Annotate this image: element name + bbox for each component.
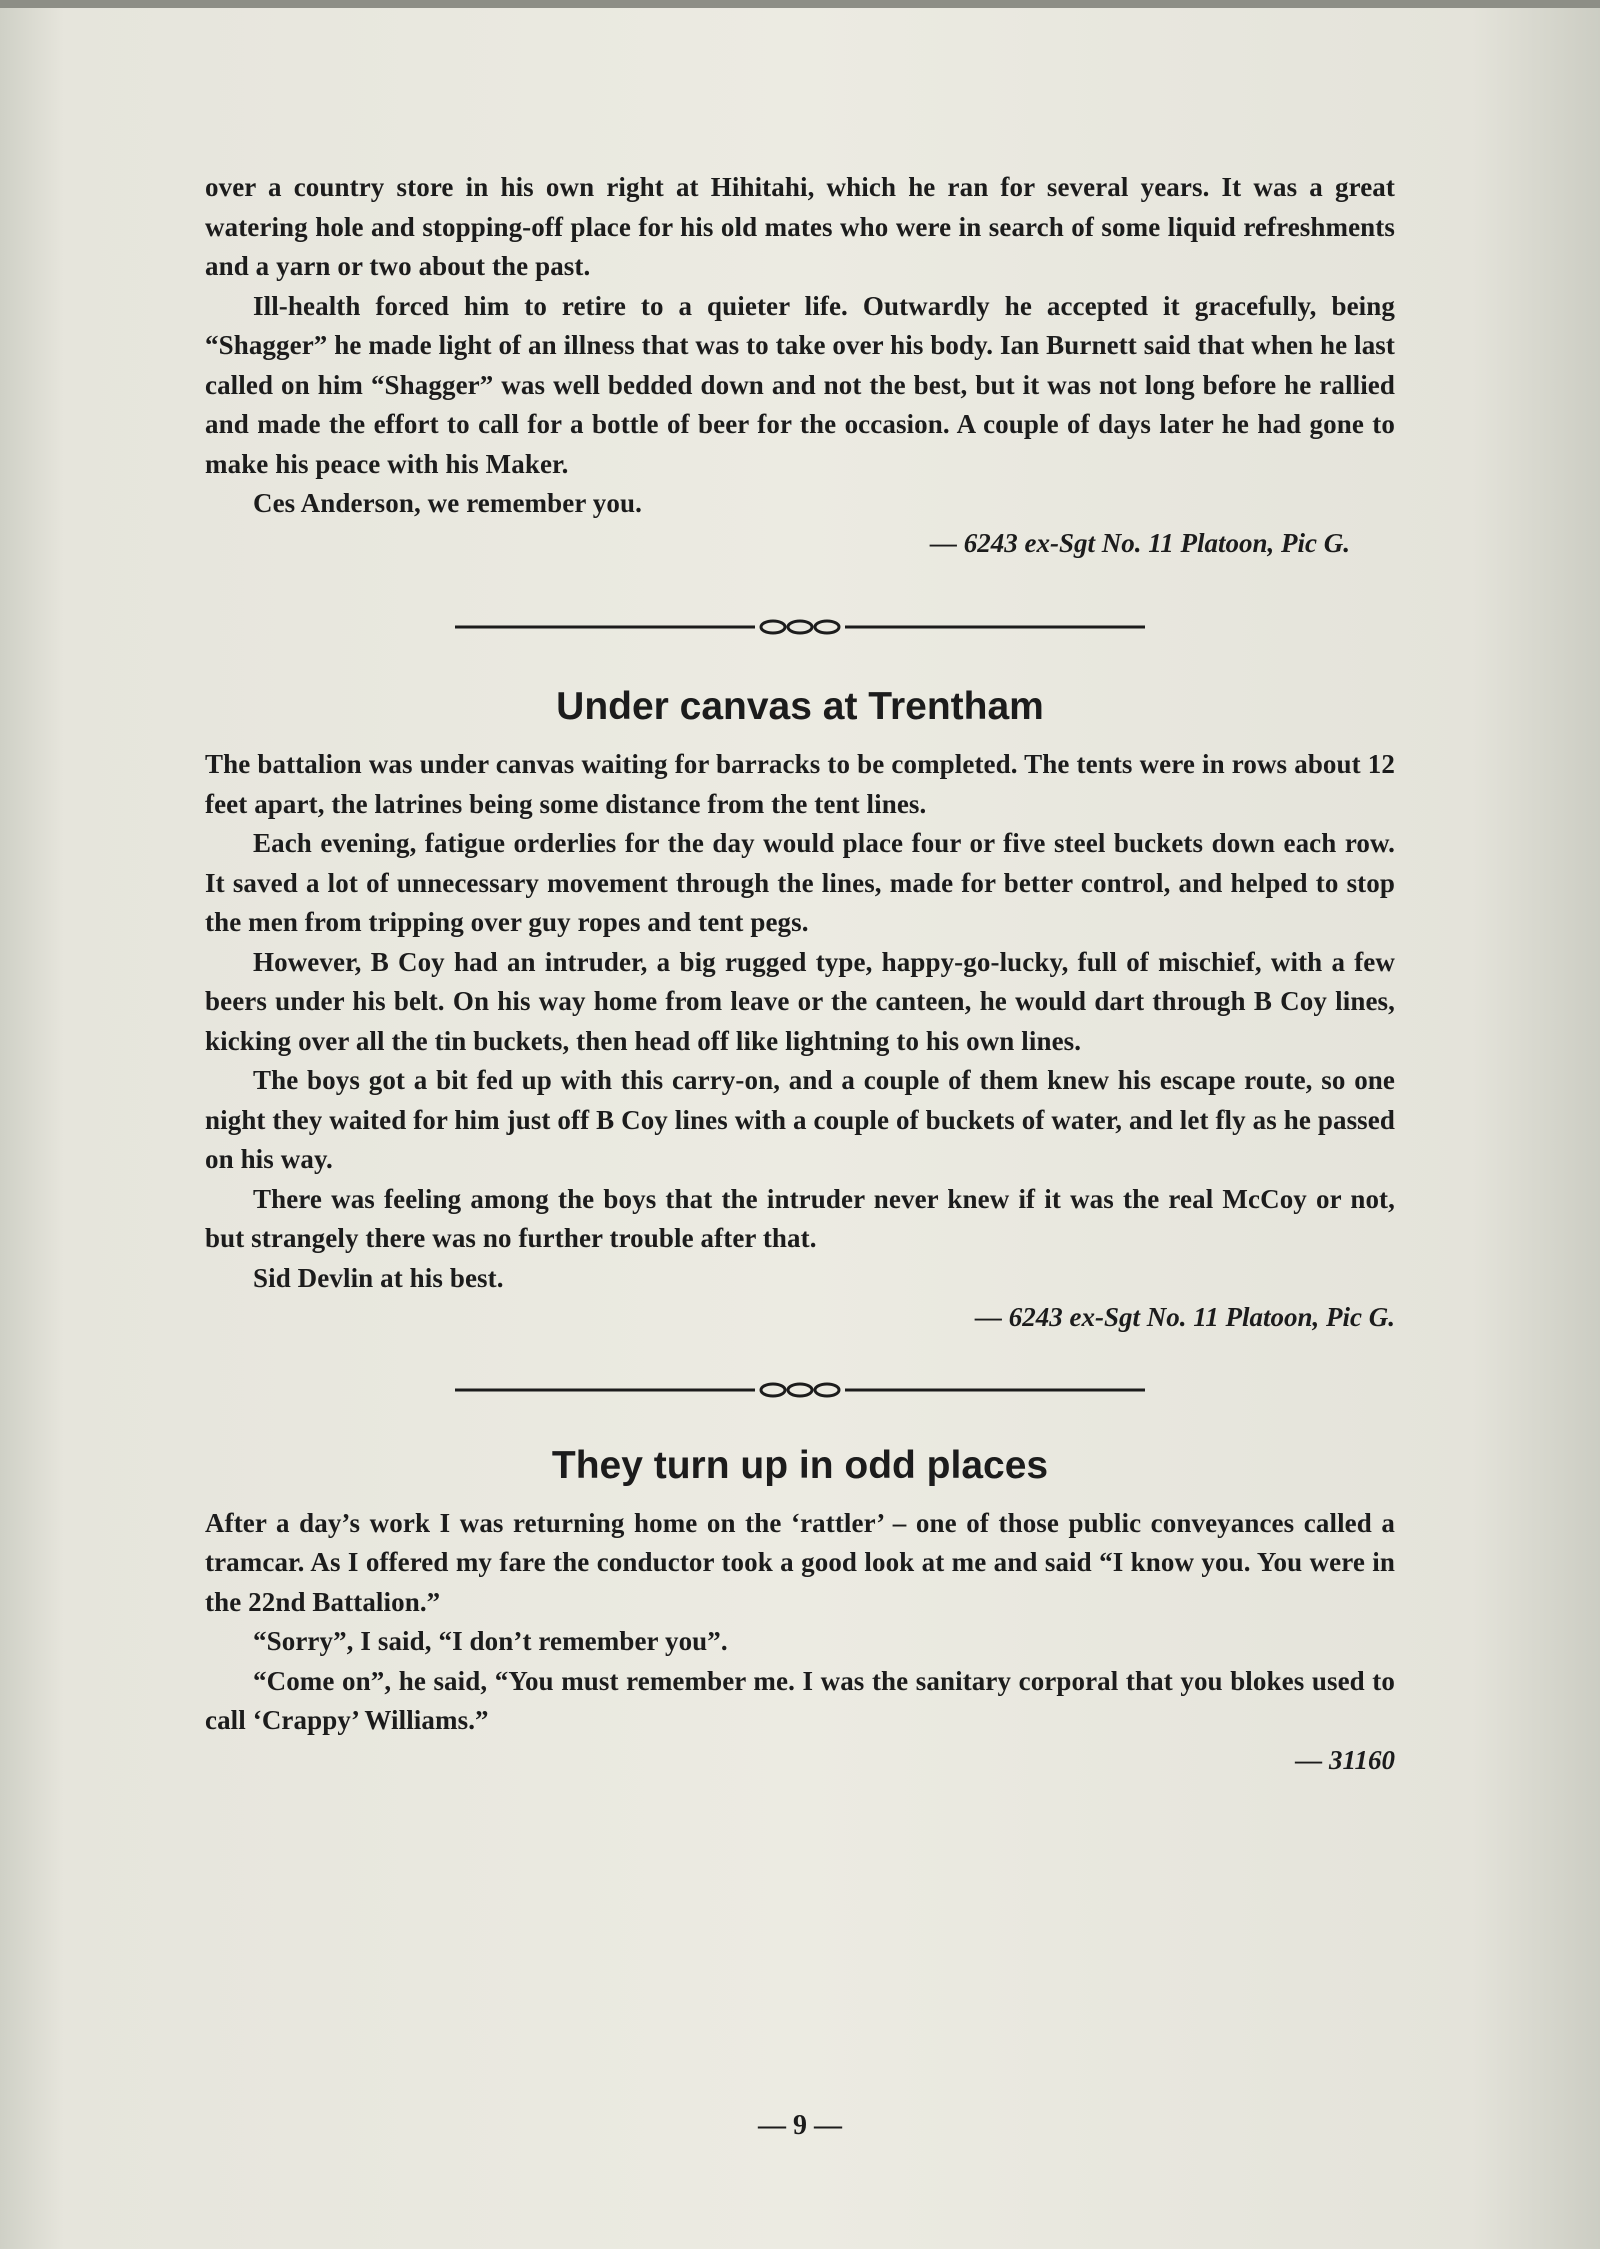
paragraph: Ces Anderson, we remember you. <box>253 488 642 518</box>
paragraph: “Sorry”, I said, “I don’t remember you”. <box>253 1626 728 1656</box>
page-content <box>205 168 1395 1780</box>
paragraph: Ill-health forced him to retire to a quieter life. Outwardly he accepted it gracefully, being “Shagger” he made light of an illness that was to take over his body. Ian Burnett said that when he last called on him “Shagger” was well bedded down and not the best, but it was not long before he rallied and made the effort to call for a bottle of beer for the occasion. A couple of days later he had gone to make his peace with his Maker. <box>205 290 1395 479</box>
section-title: They turn up in odd places <box>551 1443 1049 1487</box>
paragraph: “Come on”, he said, “You must remember me. I was the sanitary corporal that you blokes used to call ‘Crappy’ Williams.” <box>205 1665 1395 1735</box>
section-trentham <box>205 683 1395 1338</box>
paragraph: However, B Coy had an intruder, a big rugged type, happy-go-lucky, full of mischief, with a few beers under his belt. On his way home from leave or the canteen, he would dart through B Coy lines, kicking over all the tin buckets, then head off like lightning to his own lines. <box>205 946 1395 1056</box>
section-title: Under canvas at Trentham <box>556 685 1044 728</box>
section-odd-places <box>205 1442 1395 1781</box>
signature: — 6243 ex-Sgt No. 11 Platoon, Pic G. <box>975 1302 1395 1332</box>
section-divider <box>455 615 1145 639</box>
paragraph: Each evening, fatigue orderlies for the day would place four or five steel buckets down each row. It saved a lot of unnecessary movement through the lines, made for better control, and helped to stop the men from tripping over guy ropes and tent pegs. <box>205 828 1395 937</box>
page-number: — 9 — <box>758 2110 842 2141</box>
page-top-edge <box>0 0 1600 8</box>
paragraph: The battalion was under canvas waiting for barracks to be completed. The tents were in rows about 12 feet apart, the latrines being some distance from the tent lines. <box>205 749 1395 819</box>
section-body <box>205 1504 1395 1781</box>
paragraph: Sid Devlin at his best. <box>253 1262 504 1293</box>
signature: — 6243 ex-Sgt No. 11 Platoon, Pic G. <box>930 527 1350 558</box>
paragraph: After a day’s work I was returning home on the ‘rattler’ – one of those public conveyances called a tramcar. As I offered my fare the conductor took a good look at me and said “I know you. You were in the 22nd Battalion.” <box>205 1507 1395 1617</box>
paragraph: over a country store in his own right at Hihitahi, which he ran for several years. It was a great watering hole and stopping-off place for his old mates who were in search of some liquid refreshments and a yarn or two about the past. <box>205 172 1395 281</box>
section-body <box>205 745 1395 1338</box>
signature: — 31160 <box>1295 1744 1395 1775</box>
paragraph: There was feeling among the boys that the intruder never knew if it was the real McCoy or not, but strangely there was no further trouble after that. <box>205 1183 1395 1253</box>
section-intro <box>205 168 1395 563</box>
section-divider <box>455 1378 1145 1402</box>
paragraph: The boys got a bit fed up with this carry-on, and a couple of them knew his escape route, so one night they waited for him just off B Coy lines with a couple of buckets of water, and let fly as he passed on his way. <box>205 1065 1395 1174</box>
